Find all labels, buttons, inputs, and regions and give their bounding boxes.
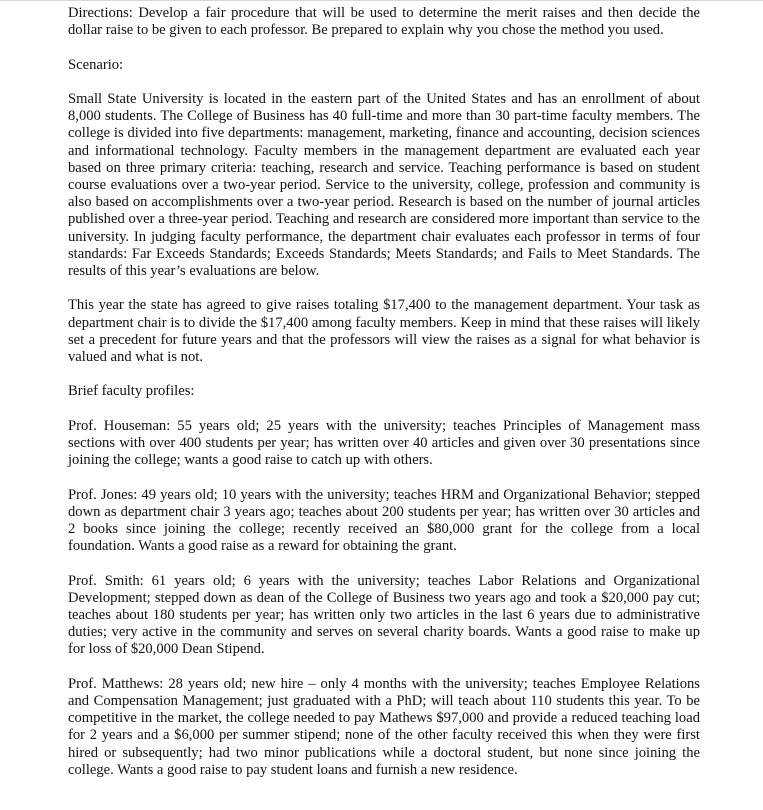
document-body bbox=[68, 5, 700, 779]
profiles-heading: Brief faculty profiles: bbox=[68, 383, 195, 400]
profile-matthews: Prof. Matthews: 28 years old; new hire – only 4 months with the university; teaches Employee Relations and Compensation Management; just graduated with a PhD; will teach about 110 students this year. To be competitive in the market, the college needed to pay Mathews $97,000 and provide a reduced teaching load for 2 years and a $6,000 per summer stipend; none of the other faculty received this when they were first hired or subsequently; had two minor publications while a doctoral student, but none since joining the college. Wants a good raise to pay student loans and furnish a new residence. bbox=[68, 675, 700, 778]
profile-houseman: Prof. Houseman: 55 years old; 25 years with the university; teaches Principles of Management mass sections with over 400 students per year; has written over 40 articles and given over 30 presentations since joining the college; wants a good raise to catch up with others. bbox=[68, 417, 700, 469]
page-top-border bbox=[0, 0, 763, 1]
profile-smith: Prof. Smith: 61 years old; 6 years with the university; teaches Labor Relations and Organizational Development; stepped down as dean of the College of Business two years ago and took a $20,000 pay cut; teaches about 180 students per year; has written only two articles in the last 6 years due to administrative duties; very active in the community and serves on several charity boards. Wants a good raise to make up for loss of $20,000 Dean Stipend. bbox=[68, 572, 700, 658]
scenario-paragraph: Small State University is located in the eastern part of the United States and has an enrollment of about 8,000 students. The College of Business has 40 full-time and more than 30 part-time faculty members. The college is divided into five departments: management, marketing, finance and accounting, decision sciences and informational technology. Faculty members in the management department are evaluated each year based on three primary criteria: teaching, research and service. Teaching performance is based on student course evaluations over a two-year period. Service to the university, college, profession and community is also based on accomplishments over a two-year period. Research is based on the number of journal articles published over a three-year period. Teaching and research are considered more important than service to the university. In judging faculty performance, the department chair evaluates each professor in terms of four standards: Far Exceeds Standards; Exceeds Standards; Meets Standards; and Fails to Meet Standards. The results of this year’s evaluations are below. bbox=[68, 90, 700, 280]
directions-paragraph: Directions: Develop a fair procedure that will be used to determine the merit raises and then decide the dollar raise to be given to each professor. Be prepared to explain why you chose the method you used. bbox=[68, 5, 700, 39]
scenario-heading: Scenario: bbox=[68, 56, 124, 73]
task-paragraph: This year the state has agreed to give raises totaling $17,400 to the management department. Your task as department chair is to divide the $17,400 among faculty members. Keep in mind that these raises will likely set a precedent for future years and that the professors will view the raises as a signal for what behavior is valued and what is not. bbox=[68, 297, 700, 366]
profile-jones: Prof. Jones: 49 years old; 10 years with the university; teaches HRM and Organizational Behavior; stepped down as department chair 3 years ago; teaches about 200 students per year; has written over 30 articles and 2 books since joining the college; recently received an $80,000 grant for the college from a local foundation. Wants a good raise as a reward for obtaining the grant. bbox=[68, 486, 700, 555]
